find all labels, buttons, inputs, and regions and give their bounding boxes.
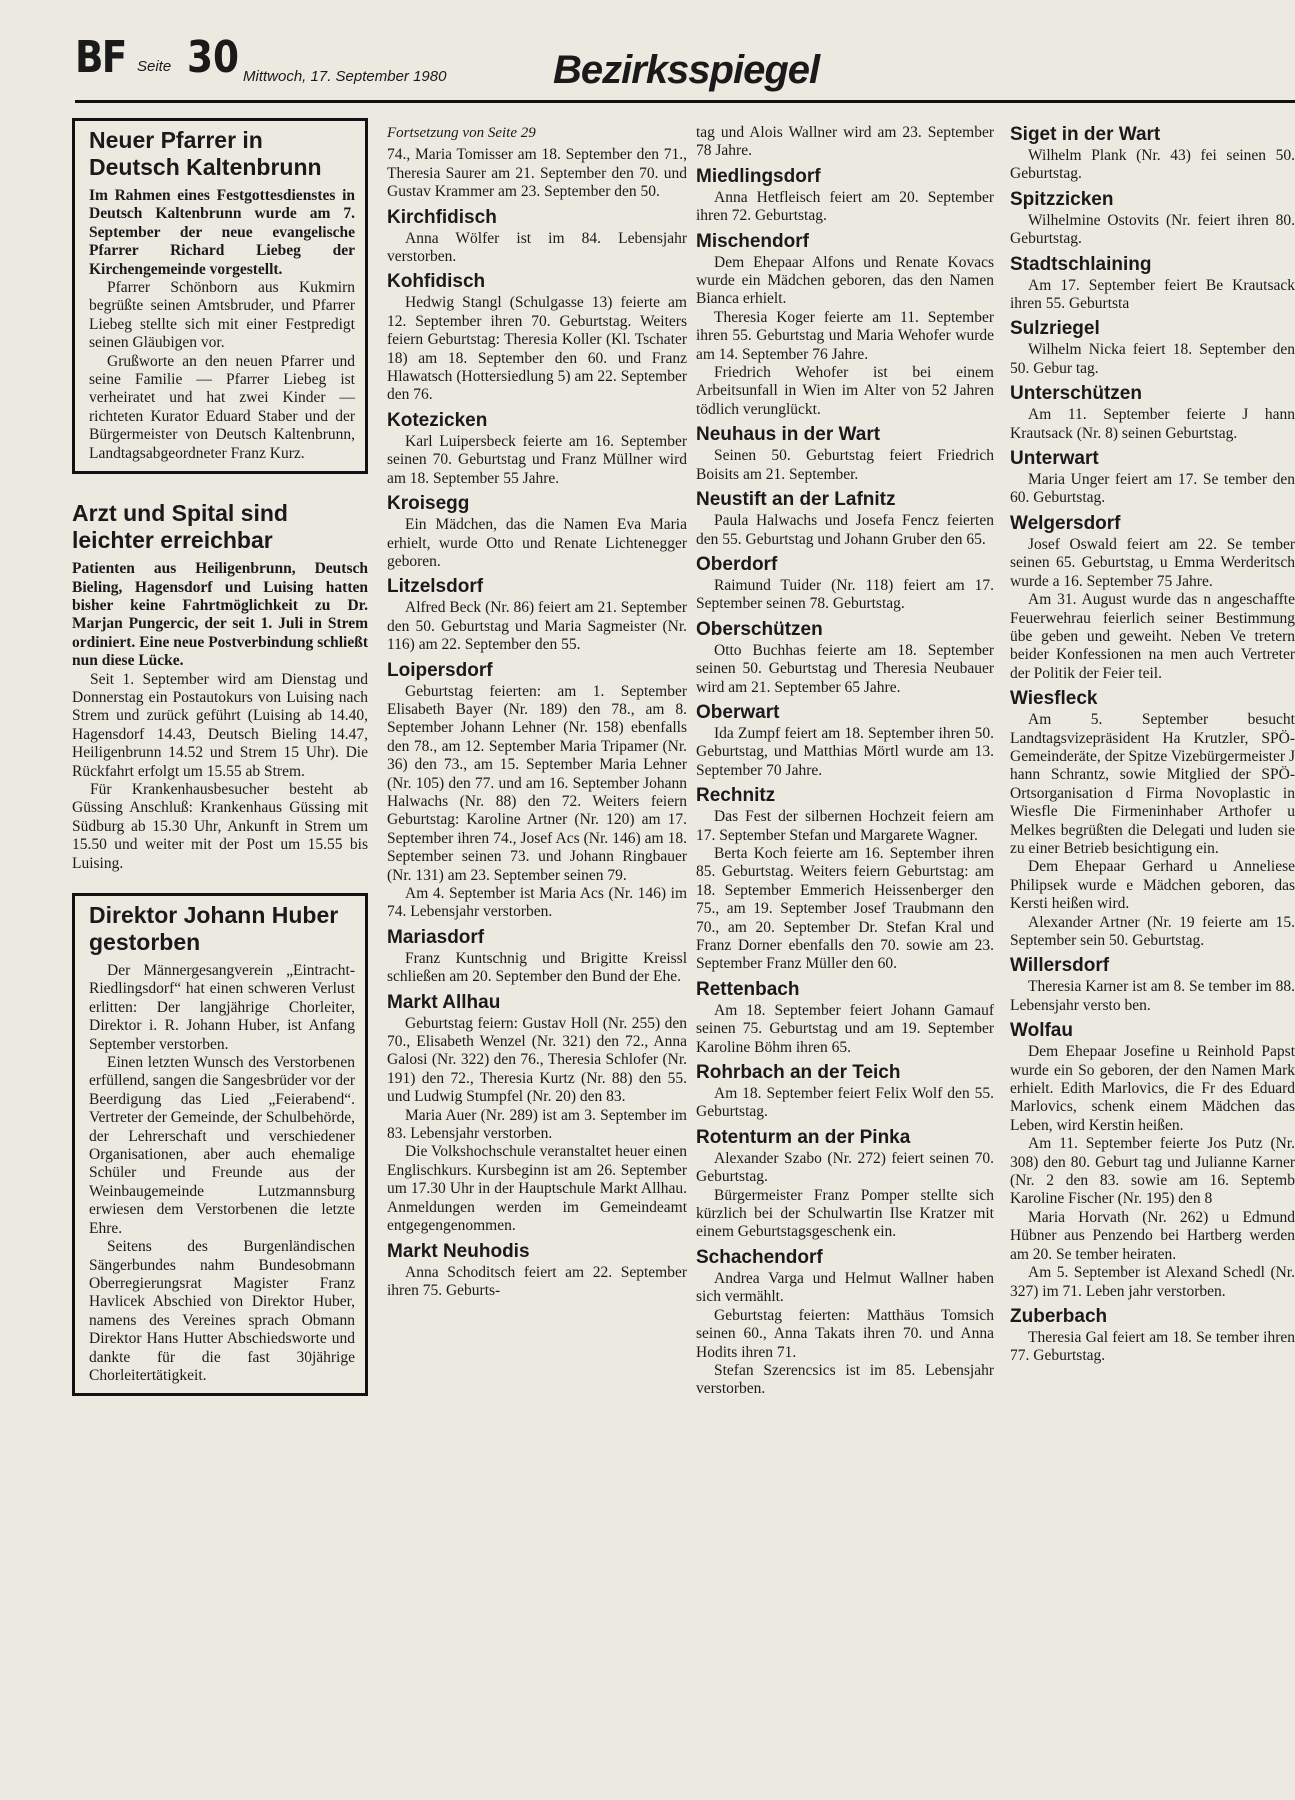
place-heading: Rettenbach	[696, 978, 800, 1000]
place-heading: Mischendorf	[696, 230, 809, 252]
place-heading: Siget in der Wart	[1010, 124, 1161, 145]
article-paragraph: Dem Ehepaar Alfons und Renate Kovacs wurde ein Mädchen geboren, das den Namen Bianca erhielt.	[696, 253, 994, 308]
article-paragraph: Maria Auer (Nr. 289) ist am 3. September im 83. Lebensjahr verstorben.	[387, 1106, 687, 1143]
column-1	[72, 118, 368, 1422]
place-heading: Neuhaus in der Wart	[696, 424, 881, 446]
article-paragraph: tag und Alois Wallner wird am 23. September 78 Jahre.	[696, 124, 994, 160]
place-heading: Litzelsdorf	[387, 576, 484, 598]
article-paragraph: Bürgermeister Franz Pomper stellte sich kürzlich bei der Schulwartin Ilse Kratzer mit einem Geburtstagsgeschenk ein.	[696, 1186, 994, 1241]
article-paragraph: Seitens des Burgenländischen Sängerbundes nahm Bundesobmann Oberregierungsrat Magister Franz Havlicek Abschied von Direktor Huber, namens des Vereines sprach Obmann Direktor Hans Hutter Abschiedsworte und dankte für die fast 30jährige Chorleitertätigkeit.	[89, 1238, 355, 1384]
place-heading: Rotenturm an der Pinka	[696, 1126, 911, 1148]
place-heading: Stadtschlaining	[1010, 253, 1152, 275]
article-paragraph: Alexander Artner (Nr. 19 feierte am 15. September sein 50. Geburtstag.	[1010, 913, 1295, 949]
article-paragraph: Wilhelm Nicka feiert 18. September den 50. Gebur tag.	[1010, 341, 1295, 377]
article-paragraph: Am 11. September feierte J hann Krautsack (Nr. 8) seinen Geburtstag.	[1010, 406, 1295, 442]
place-heading: Mariasdorf	[387, 926, 485, 948]
article-paragraph: Stefan Szerencsics ist im 85. Lebensjahr verstorben.	[696, 1361, 994, 1398]
article-paragraph: Maria Unger feiert am 17. Se tember den 60. Geburtstag.	[1010, 471, 1295, 507]
article-paragraph: Der Männergesangverein „Eintracht-Riedlingsdorf“ hat einen schweren Verlust erlitten: Der langjährige Chorleiter, Direktor i. R. Johann Huber, ist Anfang September verstorben.	[89, 962, 355, 1053]
article-paragraph: Wilhelm Plank (Nr. 43) fei seinen 50. Geburtstag.	[1010, 147, 1295, 183]
place-heading: Spitzzicken	[1010, 188, 1114, 210]
article-paragraph: Anna Schoditsch feiert am 22. September ihren 75. Geburts-	[387, 1263, 687, 1299]
article-headline: Arzt und Spital sind leichter erreichbar	[72, 500, 288, 554]
article-paragraph: Alexander Szabo (Nr. 272) feiert seinen 70. Geburtstag.	[696, 1149, 994, 1186]
place-heading: Markt Allhau	[387, 991, 501, 1013]
article-paragraph: Am 11. September feierte Jos Putz (Nr. 308) den 80. Geburt tag und Julianne Karner (Nr. 2 den 83. sowie am 16. Septemb Karoline Fischer (Nr. 195) den 8	[1010, 1135, 1295, 1208]
masthead-rule	[75, 100, 1295, 103]
article-headline: Direktor Johann Huber gestorben	[89, 902, 339, 955]
article-paragraph: Friedrich Wehofer ist bei einem Arbeitsunfall in Wien im Alter von 52 Jahren tödlich verunglückt.	[696, 364, 994, 418]
article-paragraph: Geburtstag feiern: Gustav Holl (Nr. 255) den 70., Elisabeth Wenzel (Nr. 321) den 72., Anna Galosi (Nr. 322) den 76., Theresia Schlofer (Nr. 191) den 72., Theresia Kurtz (Nr. 88) den 55. und Ludwig Stumpfel (Nr. 20) den 83.	[387, 1014, 687, 1106]
article-paragraph: Alfred Beck (Nr. 86) feiert am 21. September den 50. Geburtstag und Maria Sagmeister (Nr. 116) am 22. September den 55.	[387, 599, 687, 654]
article-paragraph: Die Volkshochschule veranstaltet heuer einen Englischkurs. Kursbeginn ist am 26. September um 17.30 Uhr in der Hauptschule Markt Allhau. Anmeldungen werden im Gemeindeamt entgegengenommen.	[387, 1143, 687, 1235]
article-arzt-spital	[72, 500, 368, 873]
place-heading: Unterschützen	[1010, 383, 1142, 405]
place-heading: Wolfau	[1010, 1020, 1073, 1042]
place-heading: Rohrbach an der Teich	[696, 1062, 901, 1084]
article-paragraph: Franz Kuntschnig und Brigitte Kreissl schließen am 20. September den Bund der Ehe.	[387, 949, 687, 986]
article-paragraph: Wilhelmine Ostovits (Nr. feiert ihren 80. Geburtstag.	[1010, 211, 1295, 248]
article-paragraph: Am 31. August wurde das n angeschaffte Feuerwehrau feierlich seiner Bestimmung übe geben und geweiht. Neben Ve tretern beider Konfessionen na men auch Vertreter der Politik der Feier teil.	[1010, 591, 1295, 682]
newspaper-logo: BF	[75, 32, 126, 83]
article-paragraph: Dem Ehepaar Josefine u Reinhold Papst wurde ein So geboren, der den Namen Mark erhielt. Edith Marlovics, die Fr des Eduard Marlovics, schenk einem Mädchen das Leben, wird Kerstin heißen.	[1010, 1043, 1295, 1134]
place-heading: Sulzriegel	[1010, 318, 1100, 340]
place-heading: Wiesfleck	[1010, 688, 1098, 710]
place-heading: Zuberbach	[1010, 1305, 1108, 1327]
article-paragraph: Hedwig Stangl (Schulgasse 13) feierte am 12. September ihren 70. Geburtstag. Weiters feiern Geburtstag: Theresia Koller (Kl. Tschater 18) am 18. September den 60. und Franz Hlawatsch (Hottersiedlung 5) am 22. September den 76.	[387, 294, 687, 404]
article-paragraph: Karl Luipersbeck feierte am 16. September seinen 70. Geburtstag und Franz Müllner wird am 18. September 55 Jahre.	[387, 432, 687, 487]
article-paragraph: Theresia Koger feierte am 11. September ihren 55. Geburtstag und Maria Wehofer wurde am 14. September 76 Jahre.	[696, 308, 994, 363]
page-label: Seite	[137, 58, 172, 75]
column-3	[696, 124, 994, 1399]
article-paragraph: Raimund Tuider (Nr. 118) feiert am 17. September seinen 78. Geburtstag.	[696, 576, 994, 613]
article-neuer-pfarrer	[72, 118, 368, 474]
article-paragraph: Ida Zumpf feiert am 18. September ihren 50. Geburtstag, und Matthias Mörtl wurde am 13. September 70 Jahre.	[696, 724, 994, 779]
section-title: Bezirksspiegel	[553, 48, 820, 92]
masthead	[75, 28, 1295, 98]
article-paragraph: Am 18. September feiert Johann Gamauf seinen 75. Geburtstag und am 19. September Karoline Böhm ihren 65.	[696, 1001, 994, 1056]
article-paragraph: Am 5. September besucht Landtagsvizepräsident Ha Krutzler, SPÖ-Gemeinderäte, der Spitze Vizebürgermeister J hann Schrantz, sowie Mitglied der SPÖ-Ortsorganisation d Firma Novoplastic in Wiesfle Die Firmeninhaber Arthofer u Melkes begrüßten die Delegati und luden sie zu einer Betrieb besichtigung ein.	[1010, 711, 1295, 857]
article-paragraph: Theresia Karner ist am 8. Se tember im 88. Lebensjahr versto ben.	[1010, 978, 1295, 1014]
article-paragraph: Am 18. September feiert Felix Wolf den 55. Geburtstag.	[696, 1085, 994, 1121]
place-heading: Oberschützen	[696, 618, 823, 640]
article-headline: Neuer Pfarrer in Deutsch Kaltenbrunn	[89, 127, 322, 180]
continued-note: Fortsetzung von Seite 29	[387, 125, 536, 141]
place-heading: Neustift an der Lafnitz	[696, 489, 896, 511]
article-direktor-huber	[72, 893, 368, 1396]
article-paragraph: Paula Halwachs und Josefa Fencz feierten den 55. Geburtstag und Johann Gruber den 65.	[696, 512, 994, 548]
place-heading: Kotezicken	[387, 409, 488, 431]
article-paragraph: Geburtstag feierten: am 1. September Elisabeth Bayer (Nr. 189) den 78., am 8. September Johann Lehner (Nr. 158) ebenfalls den 78., am 12. September Maria Tripamer (Nr. 36) den 73., am 15. September Maria Lehner (Nr. 105) den 77. und am 16. September Johann Halwachs (Nr. 88) den 72. Weiters feiern Geburtstag: Karoline Artner (Nr. 120) am 17. September ihren 74., Josef Acs (Nr. 146) am 18. September seinen 73. und Johann Ringbauer (Nr. 131) am 23. September seinen 79.	[387, 682, 687, 884]
place-heading: Welgersdorf	[1010, 512, 1121, 534]
article-paragraph: Dem Ehepaar Gerhard u Anneliese Philipsek wurde e Mädchen geboren, das Kersti heißen wird.	[1010, 858, 1295, 913]
place-heading: Miedlingsdorf	[696, 165, 821, 187]
article-paragraph: Anna Hetfleisch feiert am 20. September ihren 72. Geburtstag.	[696, 188, 994, 225]
place-heading: Rechnitz	[696, 785, 776, 807]
article-paragraph: Das Fest der silbernen Hochzeit feiern am 17. September Stefan und Margarete Wagner.	[696, 808, 994, 844]
article-paragraph: Maria Horvath (Nr. 262) u Edmund Hübner aus Penzendo bei Hartberg werden am 20. Se tember heiraten.	[1010, 1208, 1295, 1263]
place-heading: Oberwart	[696, 701, 780, 723]
article-paragraph: Theresia Gal feiert am 18. Se tember ihren 77. Geburtstag.	[1010, 1328, 1295, 1365]
article-paragraph: Am 4. September ist Maria Acs (Nr. 146) im 74. Lebensjahr verstorben.	[387, 885, 687, 921]
place-heading: Kroisegg	[387, 493, 470, 515]
column-4	[1010, 124, 1295, 1366]
place-heading: Loipersdorf	[387, 659, 493, 681]
article-lead: Patienten aus Heiligenbrunn, Deutsch Bieling, Hagensdorf und Luising hatten bisher keine Fahrtmöglichkeit zu Dr. Marjan Pungercic, der seit 1. Juli in Strem ordiniert. Eine neue Postverbindung schließt nun diese Lücke.	[72, 560, 368, 670]
article-paragraph: Berta Koch feierte am 16. September ihren 85. Geburtstag. Weiters feiern Geburtstag: am 18. September Emmerich Heissenberger den 75., am 19. September Josef Traubmann den 70., am 20. September Dr. Stefan Kral und Franz Dorner ebenfalls den 70. sowie am 23. September Franz Müller den 60.	[696, 844, 994, 973]
article-paragraph: Anna Wölfer ist im 84. Lebensjahr verstorben.	[387, 229, 687, 266]
article-paragraph: Ein Mädchen, das die Namen Eva Maria erhielt, wurde Otto und Renate Lichtenegger geboren.	[387, 516, 687, 570]
article-paragraph: Für Krankenhausbesucher besteht ab Güssing Anschluß: Krankenhaus Güssing mit Südburg ab 15.30 Uhr, Ankunft in Strem um 15.50 und weiter mit der Post um 15.55 bis Luising.	[72, 780, 368, 872]
place-heading: Kirchfidisch	[387, 206, 497, 228]
page-number: 30	[187, 32, 240, 83]
article-paragraph: Am 17. September feiert Be Krautsack ihren 55. Geburtsta	[1010, 276, 1295, 313]
place-heading: Willersdorf	[1010, 955, 1110, 977]
place-heading: Unterwart	[1010, 448, 1099, 470]
place-heading: Kohfidisch	[387, 271, 486, 293]
article-paragraph: Pfarrer Schönborn aus Kukmirn begrüßte seinen Amtsbruder, und Pfarrer Liebeg stellte sich mit einer Festpredigt seinen Gläubigen vor.	[89, 279, 355, 352]
article-lead: Im Rahmen eines Festgottesdienstes in Deutsch Kaltenbrunn wurde am 7. September der neue evangelische Pfarrer Richard Liebeg der Kirchengemeinde vorgestellt.	[89, 187, 355, 278]
place-heading: Schachendorf	[696, 1246, 823, 1268]
article-paragraph: Grußworte an den neuen Pfarrer und seine Familie — Pfarrer Liebeg ist verheiratet und hat zwei Kinder — richteten Kurator Eduard Staber und der Bürgermeister von Deutsch Kaltenbrunn, Landtagsabgeordneter Franz Kurz.	[89, 352, 355, 462]
issue-date: Mittwoch, 17. September 1980	[243, 68, 447, 85]
article-paragraph: Seit 1. September wird am Dienstag und Donnerstag ein Postautokurs von Luising nach Strem und zurück geführt (Luising ab 14.40, Hagensdorf 14.43, Deutsch Bieling 14.47, Heiligenbrunn 14.52 und Strem 15 Uhr). Die Rückfahrt erfolgt um 15.55 ab Strem.	[72, 670, 368, 780]
article-paragraph: Josef Oswald feiert am 22. Se tember seinen 65. Geburtstag, u Emma Werderitsch wurde a 16. September 75 Jahre.	[1010, 535, 1295, 590]
article-paragraph: 74., Maria Tomisser am 18. September den 71., Theresia Saurer am 21. September den 70. und Gustav Krammer am 23. September den 50.	[387, 146, 687, 201]
article-paragraph: Einen letzten Wunsch des Verstorbenen erfüllend, sangen die Sangesbrüder vor der Beerdigung das Lied „Feierabend“. Vertreter der Gemeinde, der Schulbehörde, der Lehrerschaft und verschiedener Organisationen, aber auch ehemalige Schüler und Freunde aus der Weinbaugemeinde Lutzmannsburg erwiesen dem Verstorbenen die letzte Ehre.	[89, 1054, 355, 1237]
place-heading: Markt Neuhodis	[387, 1240, 530, 1262]
column-2	[387, 124, 687, 1300]
place-heading: Oberdorf	[696, 553, 778, 575]
article-paragraph: Seinen 50. Geburtstag feiert Friedrich Boisits am 21. September.	[696, 447, 994, 483]
article-paragraph: Otto Buchhas feierte am 18. September seinen 50. Geburtstag und Theresia Neubauer wird am 21. September 65 Jahre.	[696, 641, 994, 696]
article-paragraph: Am 5. September ist Alexand Schedl (Nr. 327) im 71. Leben jahr verstorben.	[1010, 1264, 1295, 1300]
article-paragraph: Andrea Varga und Helmut Wallner haben sich vermählt.	[696, 1269, 994, 1306]
article-paragraph: Geburtstag feierten: Matthäus Tomsich seinen 60., Anna Takats ihren 70. und Anna Hodits ihren 71.	[696, 1306, 994, 1361]
